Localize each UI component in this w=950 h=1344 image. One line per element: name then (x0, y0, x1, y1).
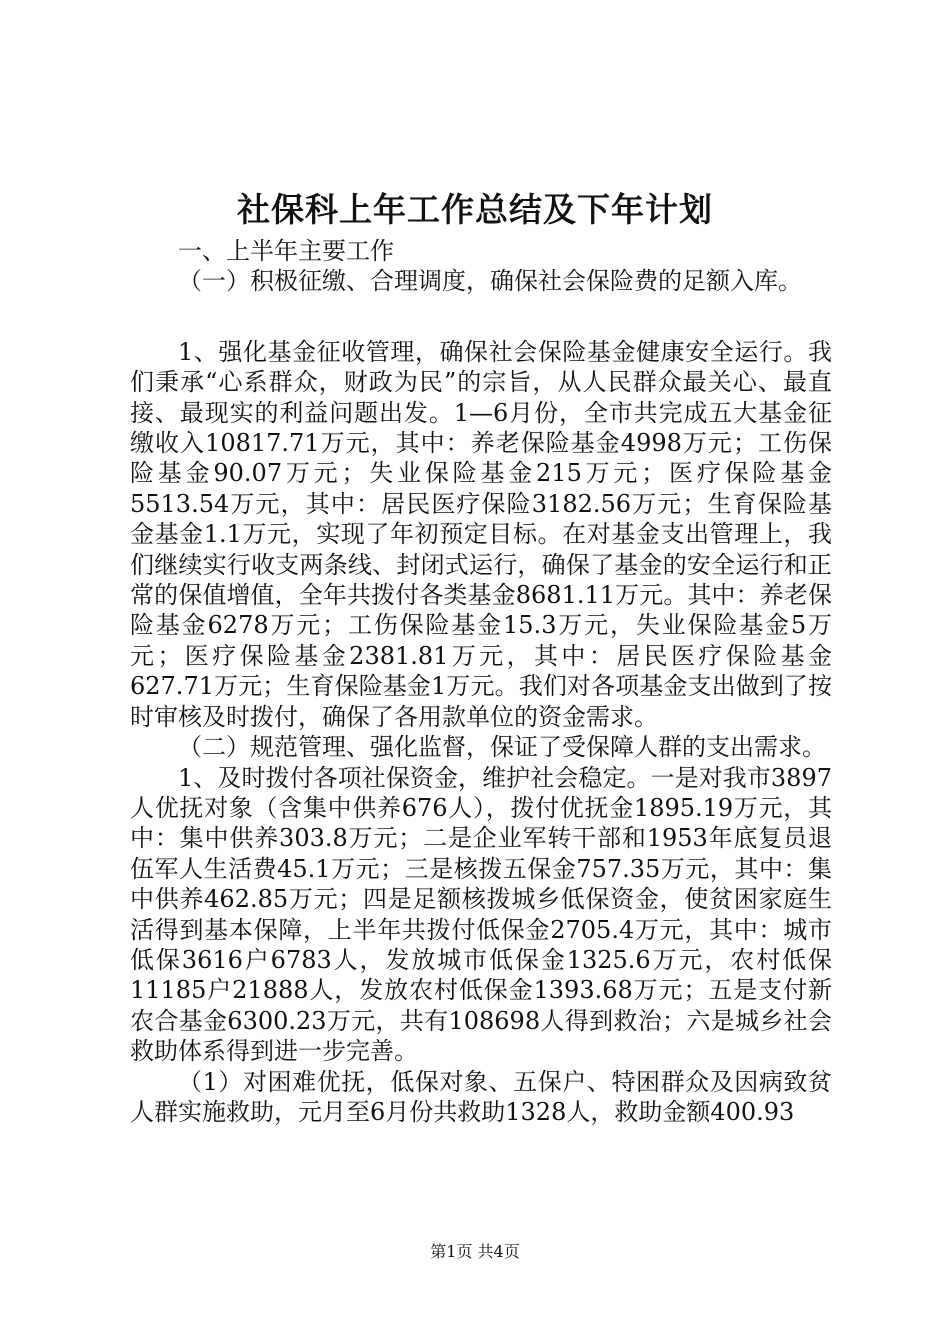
body-paragraph: （1）对困难优抚，低保对象、五保户、特困群众及因病致贫人群实施救助，元月至6月份共救助1328人，救助金额400.93 (130, 1067, 832, 1126)
body-paragraph: 1、及时拨付各项社保资金，维护社会稳定。一是对我市3897人优抚对象（含集中供养676人），拨付优抚金1895.19万元，其中：集中供养303.8万元；二是企业军转干部和1953年底复员退伍军人生活费45.1万元；三是核拨五保金757.35万元，其中：集中供养462.85万元；四是足额核拨城乡低保资金，使贫困家庭生活得到基本保障，上半年共拨付低保金2705.4万元，其中：城市低保3616户6783人，发放城市低保金1325.6万元，农村低保11185户21888人，发放农村低保金1393.68万元；五是支付新农合基金6300.23万元，共有108698人得到救治；六是城乡社会救助体系得到进一步完善。 (130, 763, 832, 1066)
body-paragraph: 1、强化基金征收管理，确保社会保险基金健康安全运行。我们秉承“心系群众，财政为民”的宗旨，从人民群众最关心、最直接、最现实的利益问题出发。1—6月份，全市共完成五大基金征缴收入10817.71万元，其中：养老保险基金4998万元；工伤保险基金90.07万元；失业保险基金215万元；医疗保险基金5513.54万元，其中：居民医疗保险3182.56万元；生育保险基金基金1.1万元，实现了年初预定目标。在对基金支出管理上，我们继续实行收支两条线、封闭式运行，确保了基金的安全运行和正常的保值增值，全年共拨付各类基金8681.11万元。其中：养老保险基金6278万元；工伤保险基金15.3万元，失业保险基金5万元；医疗保险基金2381.81万元，其中：居民医疗保险基金627.71万元；生育保险基金1万元。我们对各项基金支出做到了按时审核及时拨付，确保了各用款单位的资金需求。 (130, 337, 832, 731)
section-heading: 一、上半年主要工作 (178, 237, 394, 265)
document-body (130, 236, 832, 1127)
document-title: 社保科上年工作总结及下年计划 (237, 190, 713, 229)
paragraph-gap (130, 297, 832, 337)
page-number-footer: 第1页 共4页 (430, 1242, 520, 1261)
subsection-heading: （一）积极征缴、合理调度，确保社会保险费的足额入库。 (178, 267, 802, 296)
subsection-heading: （二）规范管理、强化监督，保证了受保障人群的支出需求。 (178, 733, 826, 762)
